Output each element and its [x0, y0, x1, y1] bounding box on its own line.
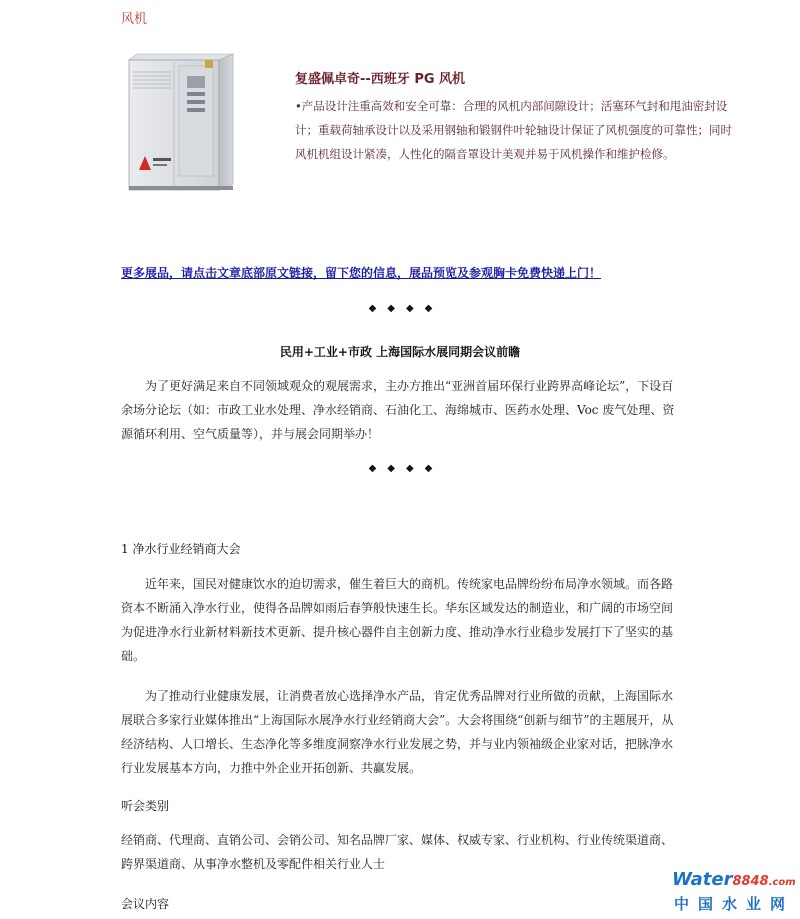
logo-word-8848: 8848	[732, 874, 769, 889]
section1-paragraph-1: 近年来，国民对健康饮水的迫切需求，催生着巨大的商机。传统家电品牌纷纷布局净水领域。而各路资本不断涌入净水行业，使得各品牌如雨后春笋般快速生长。华东区域发达的制造业，和广阔的市场空间为促进净水行业新材料新技术更新、提升核心器件自主创新力度、推动净水行业稳步发展打下了坚实的基础。	[121, 577, 674, 663]
conference-heading: 民用+工业+市政 上海国际水展同期会议前瞻	[279, 345, 521, 359]
logo-cn-text: 中国水业网	[674, 895, 795, 913]
logo-word-water: Water	[672, 869, 733, 890]
audience-title: 听会类别	[121, 799, 170, 813]
product-title: 复盛佩卓奇--西班牙 PG 风机	[295, 72, 466, 87]
logo-suffix: .com	[768, 877, 796, 888]
conference-intro: 为了更好满足来自不同领域观众的观展需求，主办方推出“亚洲首届环保行业跨界高峰论坛”，下设百余场分论坛（如：市政工业水处理、净水经销商、石油化工、海绵城市、医药水处理、Voc 废气处理、资源循环利用、空气质量等），并与展会同期举办！	[121, 379, 675, 441]
water8848-logo	[672, 870, 794, 916]
section1-paragraph-2: 为了推动行业健康发展，让消费者放心选择净水产品，肯定优秀品牌对行业所做的贡献，上海国际水展联合多家行业媒体推出“上海国际水展净水行业经销商大会”。大会将围绕“创新与细节”的主题展开，从经济结构、人口增长、生态净化等多维度洞察净水行业发展之势，并与业内领袖级企业家对话，把脉净水行业发展基本方向，力推中外企业开拓创新、共赢发展。	[121, 689, 674, 775]
content-title: 会议内容	[121, 897, 170, 911]
product-description: •产品设计注重高效和安全可靠：合理的风机内部间隙设计；活塞环气封和甩油密封设计；重载荷轴承设计以及采用钢轴和锻钢件叶轮轴设计保证了风机强度的可靠性；同时风机机组设计紧凑，人性化的隔音罩设计美观并易于风机操作和维护检修。	[295, 99, 732, 161]
divider-diamonds: ◆◆◆◆	[368, 303, 444, 314]
divider-diamonds-2: ◆◆◆◆	[368, 463, 444, 474]
more-exhibits-link[interactable]: 更多展品，请点击文章底部原文链接，留下您的信息，展品预览及参观胸卡免费快递上门！	[121, 266, 602, 280]
fan-cabinet-image	[121, 52, 243, 194]
audience-text: 经销商、代理商、直销公司、会销公司、知名品牌厂家、媒体、权威专家、行业机构、行业传统渠道商、跨界渠道商、从事净水整机及零配件相关行业人士	[121, 833, 674, 871]
section1-title: 1 净水行业经销商大会	[121, 542, 241, 556]
section-tag: 风机	[121, 12, 148, 27]
